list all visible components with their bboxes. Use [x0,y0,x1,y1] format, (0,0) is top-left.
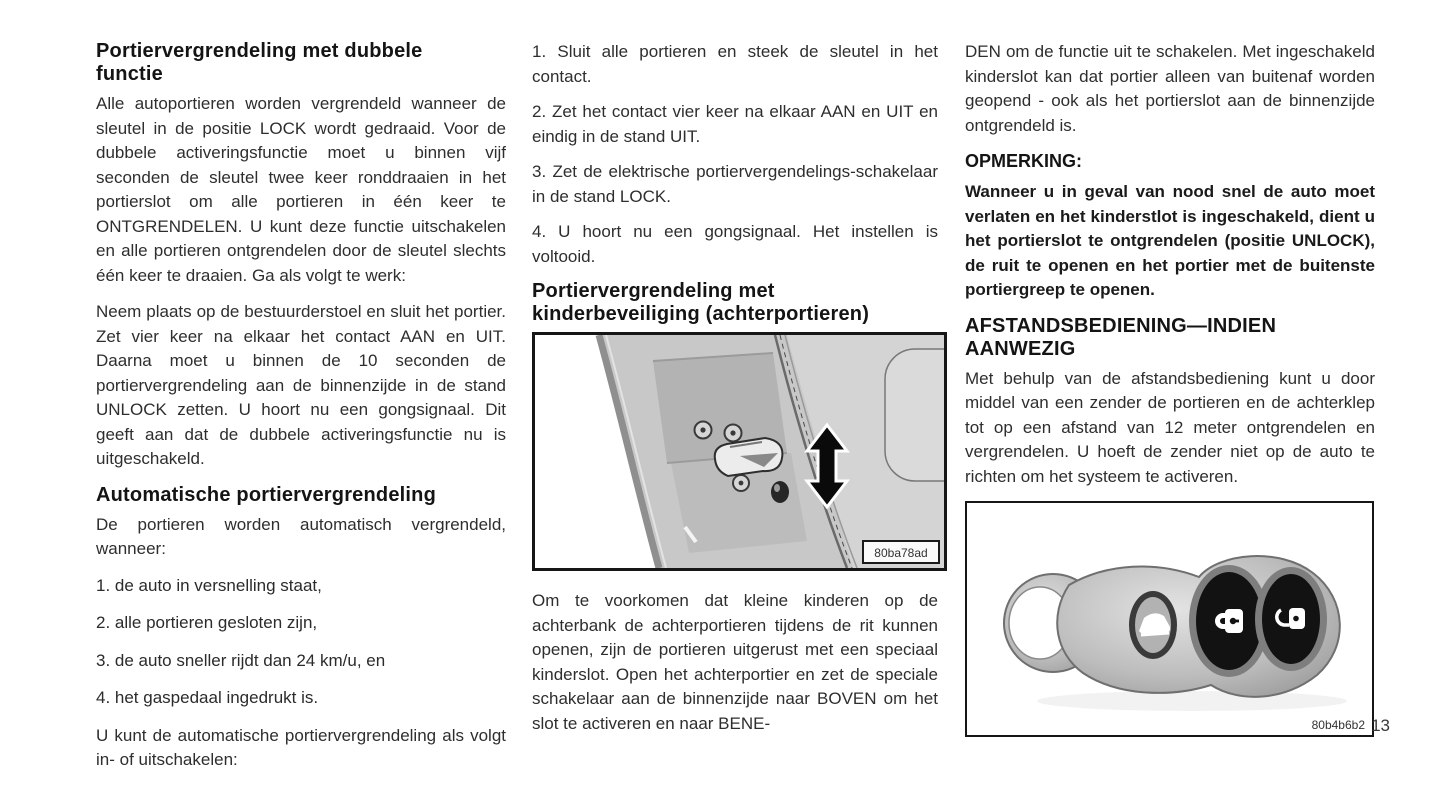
paragraph: U kunt de automatische portiervergrendeling als volgt in- of uitschakelen: [96,725,506,769]
figure-code-label [863,541,939,563]
figure-code-text: 80b4b6b2 [1311,718,1365,732]
note-paragraph: Wanneer u in geval van nood snel de auto moet verlaten en het kinderstlot is ingeschakeld, dient u het portierslot te ontgrendelen (positie UNLOCK), de ruit te openen en het portier met de buitenste portiergreep te openen. [965,182,1375,299]
heading-line: functie [96,63,163,85]
key-fob-illustration [967,503,1372,735]
note-heading: OPMERKING: [965,151,1082,171]
step-item: 3. Zet de elektrische portiervergendelings-schakelaar in de stand LOCK. [532,162,938,206]
middle-column [532,40,938,748]
key-fob-figure [965,501,1374,737]
paragraph: Neem plaats op de bestuurderstoel en sluit het portier. Zet vier keer na elkaar het contact AAN en UIT. Daarna moet u binnen de 10 seconden de portiervergrendeling aan de binnenzijde in de stand UNLOCK zetten. U hoort nu een gongsignaal. Dit geeft aan dat de dubbele activeringsfunctie nu is uitgeschakeld. [96,302,506,468]
door-lock-illustration [535,335,944,568]
page-number: 13 [1371,716,1390,735]
numbered-steps [532,40,938,269]
door-lock-figure [532,332,947,571]
step-item: 4. U hoort nu een gongsignaal. Het instellen is voltooid. [532,222,938,266]
section-heading-child-lock [532,280,938,326]
screw-icon [695,422,712,439]
step-item: 2. Zet het contact vier keer na elkaar AAN en UIT en eindig in de stand UIT. [532,102,938,146]
list-item: 1. de auto in versnelling staat, [96,575,322,595]
paragraph: De portieren worden automatisch vergrendeld, wanneer: [96,514,506,558]
paragraph: DEN om de functie uit te schakelen. Met ingeschakeld kinderslot kan dat portier alleen van buitenaf worden geopend - ook als het portierslot aan de binnenzijde ontgrendeld is. [965,42,1375,135]
paragraph: Alle autoportieren worden vergrendeld wanneer de sleutel in de positie LOCK wordt gedraaid. Voor de dubbele activeringsfunctie moet u binnen vijf seconden de sleutel twee keer ronddraaien in het portierslot om alle portieren in één keer te ONTGRENDELEN. U kunt deze functie uitschakelen en alle portieren ontgrendelen door de sleutel slechts één keer te draaien. Ga als volgt te werk: [96,94,506,285]
left-column [96,40,506,785]
step-item: 1. Sluit alle portieren en steek de sleutel in het contact. [532,42,938,86]
paragraph: Met behulp van de afstandsbediening kunt u door middel van een zender de portieren en de achterklep tot op een afstand van 12 meter ontgrendelen en vergrendelen. U hoeft de zender niet op de auto te richten om het systeem te activeren. [965,368,1375,486]
lock-knob [771,481,789,503]
child-lock-lever-icon [715,438,783,476]
panic-button [1129,591,1177,659]
list-item: 3. de auto sneller rijdt dan 24 km/u, en [96,650,386,670]
heading-line: AFSTANDSBEDIENING—INDIEN [965,314,1277,337]
screw-icon [733,475,749,491]
list-item: 2. alle portieren gesloten zijn, [96,613,318,632]
numbered-list [96,574,506,711]
heading-line: Portiervergrendeling met [532,280,775,302]
heading-line: Portiervergrendeling met dubbele [96,40,423,62]
list-item: 4. het gaspedaal ingedrukt is. [96,688,319,707]
right-column [965,40,1375,737]
door-panel-recess [885,349,944,481]
section-heading-remote [965,315,1375,361]
figure-code-text: 80ba78ad [874,546,928,560]
section-heading-double-lock [96,40,506,86]
heading-line: kinderbeveiliging (achterportieren) [532,303,870,325]
section-heading-auto-lock: Automatische portiervergrendeling [96,483,436,506]
unlock-button [1255,567,1327,671]
paragraph: Om te voorkomen dat kleine kinderen op de achterbank de achterportieren tijdens de rit kunnen openen, zijn de portieren uitgerust met een speciaal kinderslot. Open het achterportier en zet de speciale schakelaar aan de binnenzijde naar BOVEN om het slot te activeren en naar BENE- [532,591,938,733]
screw-icon [725,425,742,442]
heading-line: AANWEZIG [965,337,1076,360]
